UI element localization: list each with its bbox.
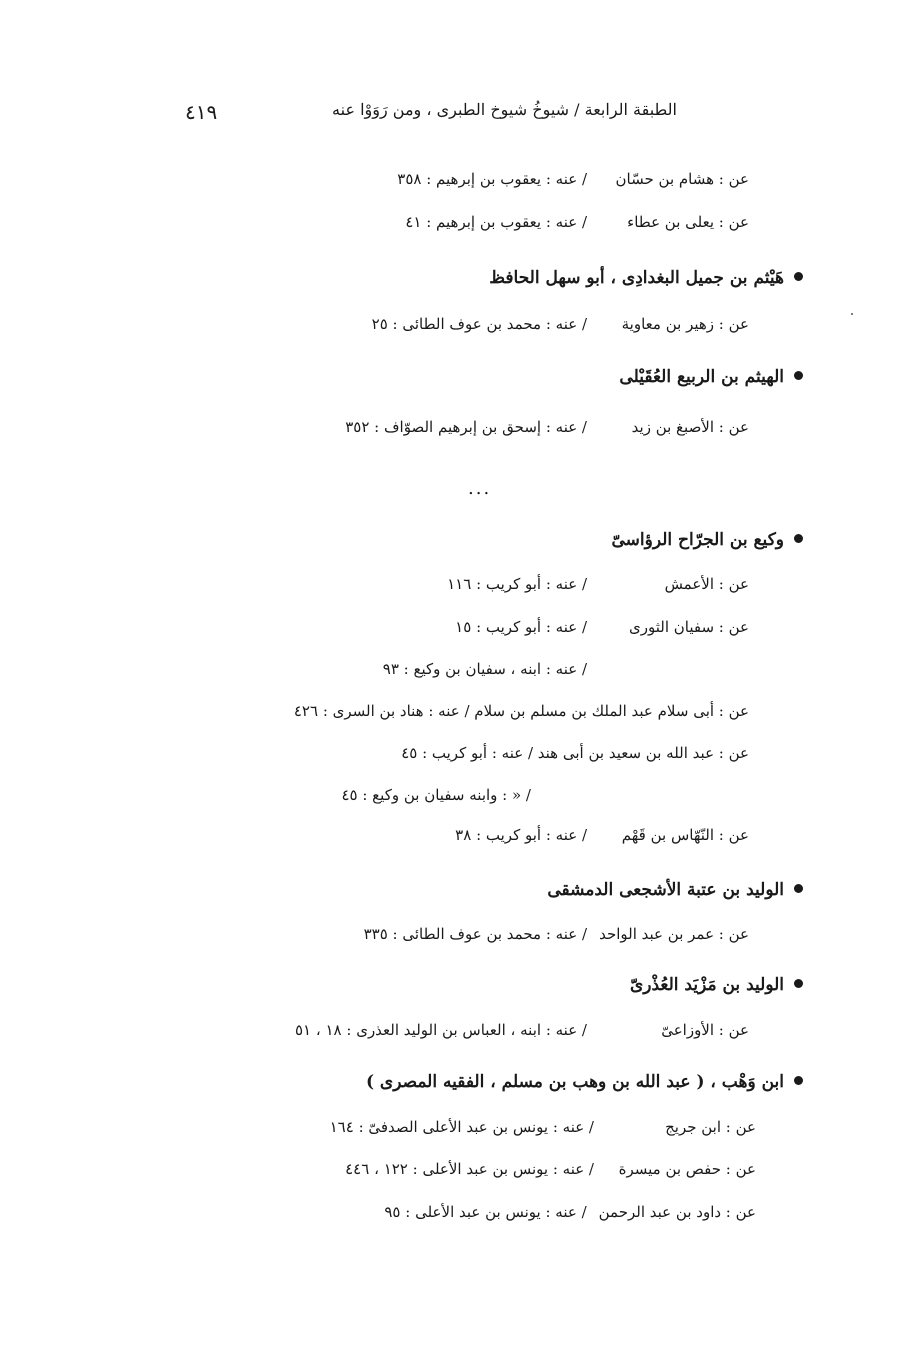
entry-heading: هَيْثم بن جميل البغدادِى ، أبو سهل الحافظ	[489, 268, 803, 288]
narration-line	[455, 618, 749, 636]
teacher-name: عن : يعلى بن عطاء	[627, 213, 749, 231]
narrator-name: / عنه : يعقوب بن إبرهيم : ٤١	[405, 213, 587, 231]
narration-line	[364, 925, 749, 943]
narration-line	[372, 315, 749, 333]
narration-line: عن : عبد الله بن سعيد بن أبى هند / عنه : أبو كريب : ٤٥	[401, 744, 749, 762]
narrator-name: / عنه : يونس بن عبد الأعلى الصدفىّ : ١٦٤	[329, 1118, 594, 1136]
narration-line: عن : أبى سلام عبد الملك بن مسلم بن سلام / عنه : هناد بن السرى : ٤٢٦	[293, 702, 749, 720]
teacher-name: عن : ابن جريج	[665, 1118, 756, 1136]
narrator-name: / عنه : ابنه ، سفيان بن وكيع : ٩٣	[382, 660, 587, 678]
teacher-name: عن : الأوزاعىّ	[661, 1021, 749, 1039]
narrator-name: / عنه : يونس بن عبد الأعلى : ١٢٢ ، ٤٤٦	[345, 1160, 594, 1178]
bullet-icon	[794, 371, 803, 380]
narration-line	[384, 1203, 756, 1221]
narrator-name: / عنه : أبو كريب : ٣٨	[455, 826, 587, 844]
entry-heading: وكيع بن الجرّاح الرؤاسىّ	[612, 530, 804, 550]
teacher-name: عن : زهير بن معاوية	[621, 315, 749, 333]
narrator-name: / عنه : ابنه ، العباس بن الوليد العذرى : ١٨ ، ٥١	[294, 1021, 587, 1039]
entry-heading: ابن وَهْب ، ( عبد الله بن وهب بن مسلم ، الفقيه المصرى )	[366, 1072, 803, 1092]
bullet-icon	[794, 1076, 803, 1085]
narrator-name: / عنه : يونس بن عبد الأعلى : ٩٥	[384, 1203, 587, 1221]
narrator-name: / عنه : يعقوب بن إبرهيم : ٣٥٨	[397, 170, 587, 188]
teacher-name: عن : سفيان الثورى	[629, 618, 749, 636]
narration-line	[295, 1021, 749, 1039]
entry-heading: الوليد بن عتبة الأشجعى الدمشقى	[547, 880, 803, 900]
teacher-name: عن : هشام بن حسّان	[615, 170, 749, 188]
narration-line	[330, 1118, 756, 1136]
narrator-name: / عنه : محمد بن عوف الطائى : ٣٣٥	[363, 925, 587, 943]
narration-line	[345, 418, 749, 436]
narration-line: / « : وابنه سفيان بن وكيع : ٤٥	[341, 786, 531, 804]
running-header-title: الطبقة الرابعة / شيوخُ شيوخ الطبرى ، ومن رَوَوْا عنه	[332, 100, 677, 119]
section-ellipsis: ...	[468, 478, 492, 499]
bullet-icon	[794, 272, 803, 281]
narrator-name: / عنه : محمد بن عوف الطائى : ٢٥	[371, 315, 587, 333]
teacher-name: عن : النّهّاس بن قَهْم	[621, 826, 749, 844]
narration-line	[455, 826, 749, 844]
teacher-name: عن : داود بن عبد الرحمن	[598, 1203, 756, 1221]
entry-heading: الهيثم بن الربيع العُقَيْلى	[619, 367, 803, 387]
teacher-name: عن : الأعمش	[664, 575, 749, 593]
bullet-icon	[794, 534, 803, 543]
scan-speck	[851, 313, 853, 315]
teacher-name: عن : حفص بن ميسرة	[618, 1160, 756, 1178]
teacher-name: عن : الأصبغ بن زيد	[631, 418, 749, 436]
bullet-icon	[794, 884, 803, 893]
bullet-icon	[794, 979, 803, 988]
page-number: ٤١٩	[185, 100, 218, 124]
narration-line	[383, 660, 749, 678]
narration-line	[447, 575, 749, 593]
narrator-name: / عنه : أبو كريب : ١٥	[455, 618, 587, 636]
narrator-name: / عنه : إسحق بن إبرهيم الصوّاف : ٣٥٢	[345, 418, 587, 436]
entry-heading: الوليد بن مَزْيَد العُذْرىّ	[630, 975, 803, 995]
teacher-name: عن : عمر بن عبد الواحد	[599, 925, 749, 943]
narrator-name: / عنه : أبو كريب : ١١٦	[447, 575, 587, 593]
narration-line	[405, 213, 749, 231]
narration-line	[397, 170, 749, 188]
narration-line	[345, 1160, 756, 1178]
